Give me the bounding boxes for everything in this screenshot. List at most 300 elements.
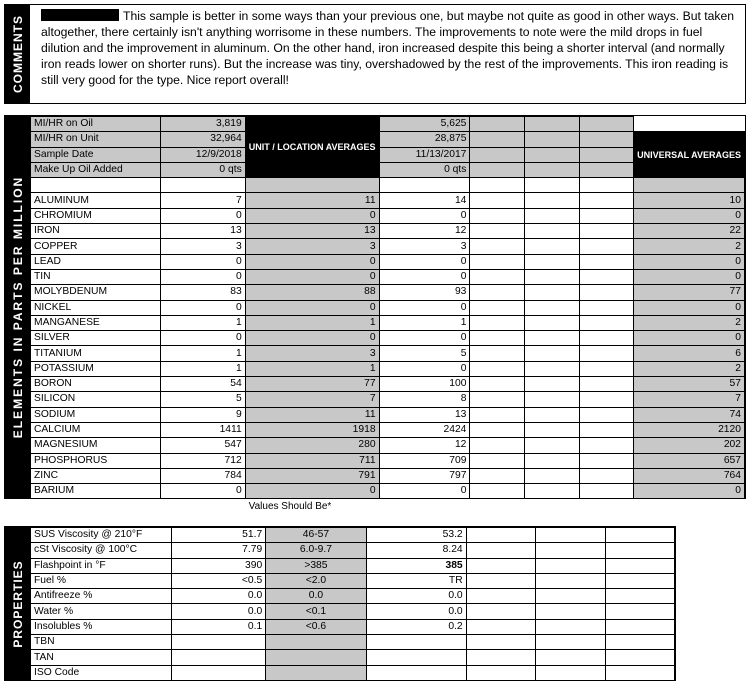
element-previous-value: 13: [379, 407, 470, 422]
element-unit-average: 0: [245, 300, 379, 315]
element-current-value: 0: [160, 331, 245, 346]
element-previous-value: 14: [379, 193, 470, 208]
property-should-be-value: [266, 650, 366, 665]
property-name: SUS Viscosity @ 210°F: [31, 528, 172, 543]
unit-location-averages-header: UNIT / LOCATION AVERAGES: [245, 117, 379, 178]
empty-cell: [605, 604, 674, 619]
element-current-value: 784: [160, 468, 245, 483]
property-previous-value: 0.0: [366, 589, 466, 604]
empty-cell: [579, 484, 634, 499]
property-should-be-value: <0.6: [266, 619, 366, 634]
empty-cell: [605, 528, 674, 543]
empty-cell: [470, 117, 525, 132]
property-name: Fuel %: [31, 573, 172, 588]
empty-cell: [579, 300, 634, 315]
empty-cell: [524, 193, 579, 208]
property-should-be-value: >385: [266, 558, 366, 573]
element-name: ZINC: [31, 468, 161, 483]
element-current-value: 83: [160, 285, 245, 300]
empty-cell: [524, 331, 579, 346]
element-universal-average: 764: [634, 468, 745, 483]
header-row: [31, 132, 745, 147]
empty-cell: [470, 361, 525, 376]
element-unit-average: 0: [245, 208, 379, 223]
element-previous-value: 0: [379, 361, 470, 376]
element-name: BARIUM: [31, 484, 161, 499]
element-universal-average: 2120: [634, 422, 745, 437]
property-name: Insolubles %: [31, 619, 172, 634]
element-name: MOLYBDENUM: [31, 285, 161, 300]
header-previous-value: 0 qts: [379, 162, 470, 177]
property-previous-value: 0.0: [366, 604, 466, 619]
property-row: [31, 635, 675, 650]
empty-cell: [466, 604, 535, 619]
element-current-value: 0: [160, 484, 245, 499]
property-row: [31, 619, 675, 634]
empty-cell: [466, 543, 535, 558]
element-universal-average: 2: [634, 361, 745, 376]
element-universal-average: 2: [634, 239, 745, 254]
element-current-value: 1: [160, 315, 245, 330]
empty-cell: [524, 208, 579, 223]
empty-cell: [470, 484, 525, 499]
empty-cell: [470, 468, 525, 483]
property-should-be-value: 6.0-9.7: [266, 543, 366, 558]
property-current-value: [171, 635, 265, 650]
empty-cell: [634, 178, 745, 193]
empty-cell: [579, 331, 634, 346]
element-current-value: 0: [160, 300, 245, 315]
empty-cell: [524, 239, 579, 254]
empty-cell: [470, 315, 525, 330]
property-current-value: 0.1: [171, 619, 265, 634]
empty-cell: [524, 468, 579, 483]
element-unit-average: 280: [245, 438, 379, 453]
empty-cell: [524, 147, 579, 162]
property-previous-value: 385: [366, 558, 466, 573]
property-current-value: 390: [171, 558, 265, 573]
empty-cell: [579, 254, 634, 269]
empty-cell: [466, 635, 535, 650]
empty-cell: [470, 162, 525, 177]
elements-table: [30, 116, 745, 499]
header-label: Sample Date: [31, 147, 161, 162]
element-unit-average: 3: [245, 346, 379, 361]
comments-section: [4, 4, 746, 104]
property-name: Antifreeze %: [31, 589, 172, 604]
element-current-value: 1: [160, 346, 245, 361]
empty-cell: [470, 377, 525, 392]
property-name: TAN: [31, 650, 172, 665]
element-universal-average: 657: [634, 453, 745, 468]
empty-cell: [536, 558, 605, 573]
empty-cell: [634, 117, 745, 132]
header-row: [31, 117, 745, 132]
empty-cell: [579, 453, 634, 468]
empty-cell: [470, 346, 525, 361]
element-previous-value: 0: [379, 484, 470, 499]
element-name: CALCIUM: [31, 422, 161, 437]
empty-cell: [536, 619, 605, 634]
empty-cell: [605, 650, 674, 665]
empty-cell: [470, 132, 525, 147]
empty-cell: [470, 285, 525, 300]
property-current-value: <0.5: [171, 573, 265, 588]
element-previous-value: 12: [379, 224, 470, 239]
element-name: MANGANESE: [31, 315, 161, 330]
element-unit-average: 0: [245, 254, 379, 269]
element-previous-value: 0: [379, 269, 470, 284]
element-universal-average: 0: [634, 254, 745, 269]
empty-cell: [466, 589, 535, 604]
property-row: [31, 589, 675, 604]
element-universal-average: 22: [634, 224, 745, 239]
empty-cell: [379, 178, 470, 193]
empty-cell: [470, 422, 525, 437]
element-name: SILVER: [31, 331, 161, 346]
element-unit-average: 1: [245, 315, 379, 330]
property-row: [31, 558, 675, 573]
element-name: LEAD: [31, 254, 161, 269]
values-should-be-label: Values Should Be*: [248, 501, 332, 512]
empty-cell: [579, 315, 634, 330]
property-should-be-value: 46-57: [266, 528, 366, 543]
element-previous-value: 3: [379, 239, 470, 254]
empty-cell: [245, 178, 379, 193]
element-unit-average: 1: [245, 361, 379, 376]
element-previous-value: 0: [379, 254, 470, 269]
property-current-value: [171, 650, 265, 665]
element-row: [31, 377, 745, 392]
element-universal-average: 77: [634, 285, 745, 300]
universal-averages-header: UNIVERSAL AVERAGES: [634, 132, 745, 178]
empty-cell: [579, 117, 634, 132]
element-universal-average: 6: [634, 346, 745, 361]
element-current-value: 0: [160, 254, 245, 269]
element-name: SILICON: [31, 392, 161, 407]
element-universal-average: 0: [634, 331, 745, 346]
element-universal-average: 0: [634, 484, 745, 499]
element-row: [31, 484, 745, 499]
empty-cell: [470, 438, 525, 453]
element-row: [31, 239, 745, 254]
empty-cell: [579, 208, 634, 223]
element-previous-value: 709: [379, 453, 470, 468]
property-row: [31, 543, 675, 558]
comments-side-label: COMMENTS: [5, 5, 30, 103]
empty-cell: [470, 208, 525, 223]
element-previous-value: 5: [379, 346, 470, 361]
element-name: NICKEL: [31, 300, 161, 315]
element-current-value: 7: [160, 193, 245, 208]
element-previous-value: 0: [379, 331, 470, 346]
empty-cell: [524, 438, 579, 453]
element-universal-average: 7: [634, 392, 745, 407]
element-current-value: 13: [160, 224, 245, 239]
element-name: PHOSPHORUS: [31, 453, 161, 468]
empty-cell: [470, 407, 525, 422]
property-row: [31, 573, 675, 588]
empty-cell: [605, 543, 674, 558]
property-previous-value: 8.24: [366, 543, 466, 558]
element-row: [31, 193, 745, 208]
empty-cell: [579, 392, 634, 407]
element-current-value: 547: [160, 438, 245, 453]
property-name: TBN: [31, 635, 172, 650]
element-row: [31, 315, 745, 330]
element-name: POTASSIUM: [31, 361, 161, 376]
empty-cell: [536, 665, 605, 680]
element-previous-value: 1: [379, 315, 470, 330]
element-universal-average: 0: [634, 300, 745, 315]
empty-cell: [579, 377, 634, 392]
empty-cell: [466, 650, 535, 665]
element-universal-average: 0: [634, 208, 745, 223]
empty-cell: [466, 619, 535, 634]
empty-cell: [466, 558, 535, 573]
header-current-value: 32,964: [160, 132, 245, 147]
element-universal-average: 0: [634, 269, 745, 284]
empty-cell: [524, 285, 579, 300]
empty-cell: [524, 422, 579, 437]
element-previous-value: 100: [379, 377, 470, 392]
property-name: Flashpoint in °F: [31, 558, 172, 573]
element-row: [31, 422, 745, 437]
element-unit-average: 1918: [245, 422, 379, 437]
element-row: [31, 361, 745, 376]
empty-cell: [470, 392, 525, 407]
empty-cell: [605, 619, 674, 634]
empty-cell: [605, 665, 674, 680]
spacer-row: [31, 178, 745, 193]
element-name: SODIUM: [31, 407, 161, 422]
empty-cell: [524, 269, 579, 284]
element-current-value: 9: [160, 407, 245, 422]
property-name: ISO Code: [31, 665, 172, 680]
empty-cell: [524, 407, 579, 422]
property-row: [31, 665, 675, 680]
header-label: MI/HR on Unit: [31, 132, 161, 147]
element-row: [31, 208, 745, 223]
empty-cell: [524, 346, 579, 361]
property-current-value: [171, 665, 265, 680]
property-previous-value: [366, 665, 466, 680]
empty-cell: [579, 407, 634, 422]
empty-cell: [579, 132, 634, 147]
empty-cell: [524, 117, 579, 132]
element-unit-average: 7: [245, 392, 379, 407]
element-previous-value: 93: [379, 285, 470, 300]
element-row: [31, 254, 745, 269]
empty-cell: [579, 162, 634, 177]
element-universal-average: 202: [634, 438, 745, 453]
element-universal-average: 57: [634, 377, 745, 392]
element-unit-average: 0: [245, 269, 379, 284]
element-current-value: 1: [160, 361, 245, 376]
property-previous-value: 53.2: [366, 528, 466, 543]
empty-cell: [536, 635, 605, 650]
empty-cell: [524, 392, 579, 407]
empty-cell: [466, 665, 535, 680]
property-current-value: 0.0: [171, 604, 265, 619]
element-name: TIN: [31, 269, 161, 284]
element-row: [31, 300, 745, 315]
empty-cell: [524, 453, 579, 468]
empty-cell: [579, 438, 634, 453]
empty-cell: [470, 147, 525, 162]
element-row: [31, 468, 745, 483]
property-should-be-value: [266, 635, 366, 650]
empty-cell: [160, 178, 245, 193]
element-current-value: 54: [160, 377, 245, 392]
header-previous-value: 28,875: [379, 132, 470, 147]
properties-side-label: PROPERTIES: [5, 527, 30, 680]
empty-cell: [579, 422, 634, 437]
empty-cell: [605, 635, 674, 650]
header-current-value: 0 qts: [160, 162, 245, 177]
property-previous-value: [366, 635, 466, 650]
element-row: [31, 285, 745, 300]
element-unit-average: 11: [245, 407, 379, 422]
property-row: [31, 604, 675, 619]
empty-cell: [605, 589, 674, 604]
property-previous-value: 0.2: [366, 619, 466, 634]
empty-cell: [524, 162, 579, 177]
empty-cell: [605, 573, 674, 588]
empty-cell: [470, 331, 525, 346]
element-row: [31, 438, 745, 453]
header-label: MI/HR on Oil: [31, 117, 161, 132]
empty-cell: [579, 285, 634, 300]
elements-section: [4, 115, 746, 499]
element-current-value: 0: [160, 269, 245, 284]
comments-text: This sample is better in some ways than your previous one, but maybe not quite as good in other ways. But taken altogether, there certainly isn't anything worrisome in these numbers. The improvements to note were the mild drops in fuel dilution and the improvement in aluminum. On the other hand, iron increased despite this being a shorter interval (and normally iron reads lower on shorter runs). But the increase was tiny, overshadowed by the rest of the improvements. This iron reading is still very good for the type. Nice report overall!: [41, 9, 735, 87]
element-current-value: 1411: [160, 422, 245, 437]
empty-cell: [524, 377, 579, 392]
property-name: cSt Viscosity @ 100°C: [31, 543, 172, 558]
empty-cell: [524, 132, 579, 147]
element-previous-value: 0: [379, 300, 470, 315]
property-row: [31, 650, 675, 665]
property-previous-value: TR: [366, 573, 466, 588]
empty-cell: [536, 528, 605, 543]
element-previous-value: 12: [379, 438, 470, 453]
element-name: ALUMINUM: [31, 193, 161, 208]
empty-cell: [470, 239, 525, 254]
element-row: [31, 224, 745, 239]
property-should-be-value: [266, 665, 366, 680]
empty-cell: [536, 543, 605, 558]
element-row: [31, 407, 745, 422]
property-name: Water %: [31, 604, 172, 619]
property-current-value: 0.0: [171, 589, 265, 604]
element-unit-average: 791: [245, 468, 379, 483]
element-current-value: 3: [160, 239, 245, 254]
element-current-value: 5: [160, 392, 245, 407]
element-name: COPPER: [31, 239, 161, 254]
property-should-be-value: <2.0: [266, 573, 366, 588]
property-should-be-value: 0.0: [266, 589, 366, 604]
properties-table: [30, 527, 675, 681]
property-current-value: 51.7: [171, 528, 265, 543]
header-current-value: 12/9/2018: [160, 147, 245, 162]
empty-cell: [579, 239, 634, 254]
element-name: BORON: [31, 377, 161, 392]
property-current-value: 7.79: [171, 543, 265, 558]
element-current-value: 712: [160, 453, 245, 468]
header-current-value: 3,819: [160, 117, 245, 132]
empty-cell: [536, 650, 605, 665]
empty-cell: [470, 269, 525, 284]
element-name: CHROMIUM: [31, 208, 161, 223]
element-previous-value: 8: [379, 392, 470, 407]
element-unit-average: 13: [245, 224, 379, 239]
empty-cell: [536, 573, 605, 588]
element-current-value: 0: [160, 208, 245, 223]
element-row: [31, 392, 745, 407]
properties-section: [4, 526, 676, 681]
property-previous-value: [366, 650, 466, 665]
element-unit-average: 0: [245, 331, 379, 346]
empty-cell: [579, 224, 634, 239]
empty-cell: [579, 147, 634, 162]
element-previous-value: 2424: [379, 422, 470, 437]
element-universal-average: 2: [634, 315, 745, 330]
empty-cell: [536, 589, 605, 604]
empty-cell: [470, 453, 525, 468]
empty-cell: [579, 193, 634, 208]
redacted-name: [41, 9, 119, 21]
element-unit-average: 88: [245, 285, 379, 300]
empty-cell: [470, 254, 525, 269]
empty-cell: [470, 178, 525, 193]
element-name: IRON: [31, 224, 161, 239]
empty-cell: [579, 269, 634, 284]
property-should-be-value: <0.1: [266, 604, 366, 619]
empty-cell: [605, 558, 674, 573]
empty-cell: [579, 468, 634, 483]
element-row: [31, 331, 745, 346]
element-unit-average: 0: [245, 484, 379, 499]
empty-cell: [524, 361, 579, 376]
element-row: [31, 346, 745, 361]
empty-cell: [466, 573, 535, 588]
empty-cell: [470, 300, 525, 315]
empty-cell: [470, 224, 525, 239]
element-universal-average: 74: [634, 407, 745, 422]
element-unit-average: 711: [245, 453, 379, 468]
element-unit-average: 77: [245, 377, 379, 392]
empty-cell: [524, 315, 579, 330]
elements-side-label: ELEMENTS IN PARTS PER MILLION: [5, 116, 30, 498]
header-label: Make Up Oil Added: [31, 162, 161, 177]
empty-cell: [466, 528, 535, 543]
element-name: MAGNESIUM: [31, 438, 161, 453]
empty-cell: [524, 178, 579, 193]
empty-cell: [470, 193, 525, 208]
element-row: [31, 269, 745, 284]
empty-cell: [524, 224, 579, 239]
header-previous-value: 5,625: [379, 117, 470, 132]
empty-cell: [524, 254, 579, 269]
element-name: TITANIUM: [31, 346, 161, 361]
empty-cell: [579, 346, 634, 361]
element-unit-average: 11: [245, 193, 379, 208]
empty-cell: [579, 178, 634, 193]
empty-cell: [579, 361, 634, 376]
element-previous-value: 797: [379, 468, 470, 483]
element-unit-average: 3: [245, 239, 379, 254]
